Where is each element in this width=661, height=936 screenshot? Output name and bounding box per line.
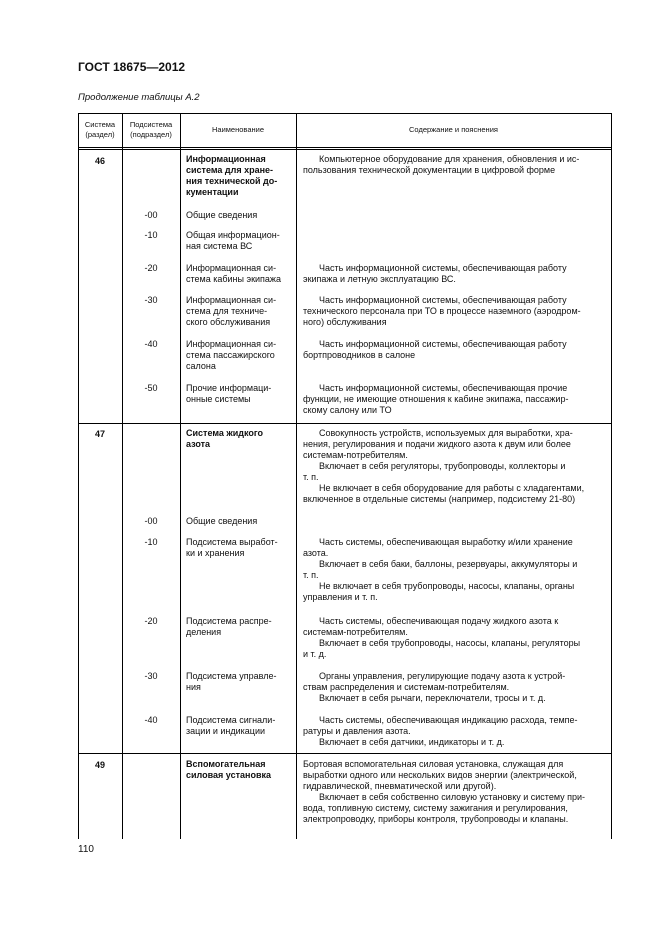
title-line: Информационная bbox=[186, 154, 266, 164]
system-description bbox=[303, 428, 607, 505]
subsystem-code: -10 bbox=[144, 537, 158, 547]
desc-line: ратуры и давления азота. bbox=[303, 726, 411, 736]
title-line: силовая установка bbox=[186, 770, 271, 780]
desc-line: Бортовая вспомогательная силовая установка, служащая для bbox=[303, 759, 564, 769]
desc-line: управления и т. п. bbox=[303, 592, 378, 602]
name-line: ки и хранения bbox=[186, 548, 245, 558]
desc-line: Часть системы, обеспечивающая индикацию расхода, темпе- bbox=[319, 715, 578, 725]
title-line: Система жидкого bbox=[186, 428, 264, 438]
desc-line: включенное в отдельные системы (например, подсистему 21-80) bbox=[303, 494, 576, 504]
system-number: 49 bbox=[94, 760, 105, 770]
subsystem-description bbox=[303, 715, 607, 748]
desc-line: функции, не имеющие отношения к кабине экипажа, пассажир- bbox=[303, 394, 569, 404]
title-line: кументации bbox=[186, 187, 239, 197]
name-line: ная система ВС bbox=[186, 241, 253, 251]
subsystem-code: -20 bbox=[144, 263, 158, 273]
title-line: ния технической до- bbox=[186, 176, 278, 186]
desc-line: Часть системы, обеспечивающая выработку и/или хранение bbox=[319, 537, 573, 547]
column-divider bbox=[180, 113, 181, 839]
desc-line: системам-потребителям. bbox=[303, 450, 408, 460]
name-line: стема пассажирского bbox=[186, 350, 275, 360]
desc-line: Часть информационной системы, обеспечивающая прочие bbox=[319, 383, 568, 393]
title-line: система для хране- bbox=[186, 165, 274, 175]
system-number: 47 bbox=[94, 429, 105, 439]
name-line: Информационная си- bbox=[186, 263, 277, 273]
subsystem-description bbox=[303, 616, 607, 660]
desc-line: ствам распределения и системам-потребителям. bbox=[303, 682, 510, 692]
subsystem-name bbox=[186, 671, 292, 693]
header-bottom-border bbox=[78, 147, 612, 148]
data-table bbox=[78, 113, 612, 839]
desc-line: Не включает в себя оборудование для работы с хладагентами, bbox=[319, 483, 585, 493]
desc-line: т. п. bbox=[303, 472, 319, 482]
subsystem-code: -30 bbox=[144, 671, 158, 681]
header-system-line2: (раздел) bbox=[85, 130, 115, 139]
desc-line: т. п. bbox=[303, 570, 319, 580]
desc-line: и т. д. bbox=[303, 649, 327, 659]
desc-line: системам-потребителям. bbox=[303, 627, 408, 637]
subsystem-name bbox=[186, 715, 292, 737]
header-bottom-border-double bbox=[78, 149, 612, 150]
name-line: Подсистема распре- bbox=[186, 616, 272, 626]
subsystem-code: -30 bbox=[144, 295, 158, 305]
header-name: Наименование bbox=[212, 125, 264, 134]
system-number: 46 bbox=[94, 156, 105, 166]
subsystem-code: -40 bbox=[144, 715, 158, 725]
name-line: Прочие информаци- bbox=[186, 383, 272, 393]
subsystem-description bbox=[303, 671, 607, 704]
desc-line: Включает в себя регуляторы, трубопроводы, коллекторы и bbox=[319, 461, 566, 471]
desc-line: экипажа и летную эксплуатацию ВС. bbox=[303, 274, 456, 284]
system-description bbox=[303, 154, 607, 176]
table-right-border bbox=[611, 113, 612, 839]
subsystem-code: -40 bbox=[144, 339, 158, 349]
desc-line: нения, регулирования и подачи жидкого азота к двум или более bbox=[303, 439, 571, 449]
header-system bbox=[78, 120, 122, 140]
desc-line: технического персонала при ТО в процессе наземного (аэродром- bbox=[303, 306, 581, 316]
desc-line: Включает в себя рычаги, переключатели, тросы и т. д. bbox=[319, 693, 546, 703]
subsystem-code: -00 bbox=[144, 210, 158, 220]
desc-line: Часть информационной системы, обеспечивающая работу bbox=[319, 263, 567, 273]
desc-line: Совокупность устройств, используемых для выработки, хра- bbox=[319, 428, 573, 438]
subsystem-code: -20 bbox=[144, 616, 158, 626]
desc-line: ного) обслуживания bbox=[303, 317, 387, 327]
subsystem-name bbox=[186, 230, 292, 252]
table-caption: Продолжение таблицы А.2 bbox=[78, 92, 200, 103]
desc-line: Органы управления, регулирующие подачу азота к устрой- bbox=[319, 671, 566, 681]
header-subsystem bbox=[122, 120, 180, 140]
desc-line: бортпроводников в салоне bbox=[303, 350, 416, 360]
desc-line: выработки одного или нескольких видов энергии (электрической, bbox=[303, 770, 577, 780]
subsystem-description bbox=[303, 383, 607, 416]
name-line: зации и индикации bbox=[186, 726, 265, 736]
subsystem-name bbox=[186, 616, 292, 638]
name-line: Общие сведения bbox=[186, 516, 258, 526]
desc-line: Не включает в себя трубопроводы, насосы, клапаны, органы bbox=[319, 581, 575, 591]
header-content: Содержание и пояснения bbox=[409, 125, 498, 134]
desc-line: Компьютерное оборудование для хранения, обновления и ис- bbox=[319, 154, 580, 164]
system-description bbox=[303, 759, 607, 825]
page-number: 110 bbox=[78, 844, 94, 855]
desc-line: скому салону или ТО bbox=[303, 405, 392, 415]
title-line: Вспомогательная bbox=[186, 759, 266, 769]
subsystem-name bbox=[186, 537, 292, 559]
column-divider bbox=[296, 113, 297, 839]
desc-line: Включает в себя трубопроводы, насосы, клапаны, регуляторы bbox=[319, 638, 581, 648]
subsystem-description bbox=[303, 295, 607, 328]
name-line: стема для техниче- bbox=[186, 306, 268, 316]
desc-line: Часть системы, обеспечивающая подачу жидкого азота к bbox=[319, 616, 559, 626]
desc-line: электропроводку, приборы контроля, трубопроводы и клапаны. bbox=[303, 814, 569, 824]
subsystem-code: -10 bbox=[144, 230, 158, 240]
system-title bbox=[186, 428, 292, 450]
subsystem-code: -00 bbox=[144, 516, 158, 526]
table-top-border bbox=[78, 113, 612, 114]
subsystem-name bbox=[186, 516, 292, 527]
name-line: деления bbox=[186, 627, 222, 637]
name-line: ния bbox=[186, 682, 201, 692]
subsystem-description bbox=[303, 263, 607, 285]
name-line: стема кабины экипажа bbox=[186, 274, 281, 284]
name-line: ского обслуживания bbox=[186, 317, 271, 327]
desc-line: азота. bbox=[303, 548, 329, 558]
subsystem-description bbox=[303, 339, 607, 361]
system-title bbox=[186, 154, 292, 198]
desc-line: пользования технической документации в цифровой форме bbox=[303, 165, 556, 175]
header-subsystem-line1: Подсистема bbox=[129, 120, 173, 129]
desc-line: Включает в себя баки, баллоны, резервуары, аккумуляторы и bbox=[319, 559, 578, 569]
subsystem-name bbox=[186, 383, 292, 405]
desc-line: Часть информационной системы, обеспечивающая работу bbox=[319, 295, 567, 305]
section-divider bbox=[78, 753, 612, 754]
desc-line: гидравлической, пневматической или другой). bbox=[303, 781, 497, 791]
title-line: азота bbox=[186, 439, 211, 449]
desc-line: Часть информационной системы, обеспечивающая работу bbox=[319, 339, 567, 349]
name-line: Общая информацион- bbox=[186, 230, 280, 240]
table-left-border bbox=[78, 113, 79, 839]
column-divider bbox=[122, 113, 123, 839]
section-divider bbox=[78, 423, 612, 424]
name-line: Подсистема управле- bbox=[186, 671, 277, 681]
name-line: Информационная си- bbox=[186, 295, 277, 305]
header-system-line1: Система bbox=[84, 120, 116, 129]
header-subsystem-line2: (подраздел) bbox=[130, 130, 172, 139]
desc-line: Включает в себя датчики, индикаторы и т. д. bbox=[319, 737, 505, 747]
system-title bbox=[186, 759, 292, 781]
subsystem-name bbox=[186, 295, 292, 328]
name-line: Информационная си- bbox=[186, 339, 277, 349]
name-line: Подсистема сигнали- bbox=[186, 715, 276, 725]
desc-line: Включает в себя собственно силовую установку и систему при- bbox=[319, 792, 586, 802]
name-line: Общие сведения bbox=[186, 210, 258, 220]
document-title: ГОСТ 18675—2012 bbox=[78, 60, 186, 74]
subsystem-name bbox=[186, 339, 292, 372]
subsystem-name bbox=[186, 210, 292, 221]
name-line: онные системы bbox=[186, 394, 251, 404]
desc-line: вода, топливную систему, систему зажигания и регулирования, bbox=[303, 803, 568, 813]
subsystem-name bbox=[186, 263, 292, 285]
subsystem-code: -50 bbox=[144, 383, 158, 393]
name-line: Подсистема выработ- bbox=[186, 537, 278, 547]
name-line: салона bbox=[186, 361, 216, 371]
subsystem-description bbox=[303, 537, 607, 603]
